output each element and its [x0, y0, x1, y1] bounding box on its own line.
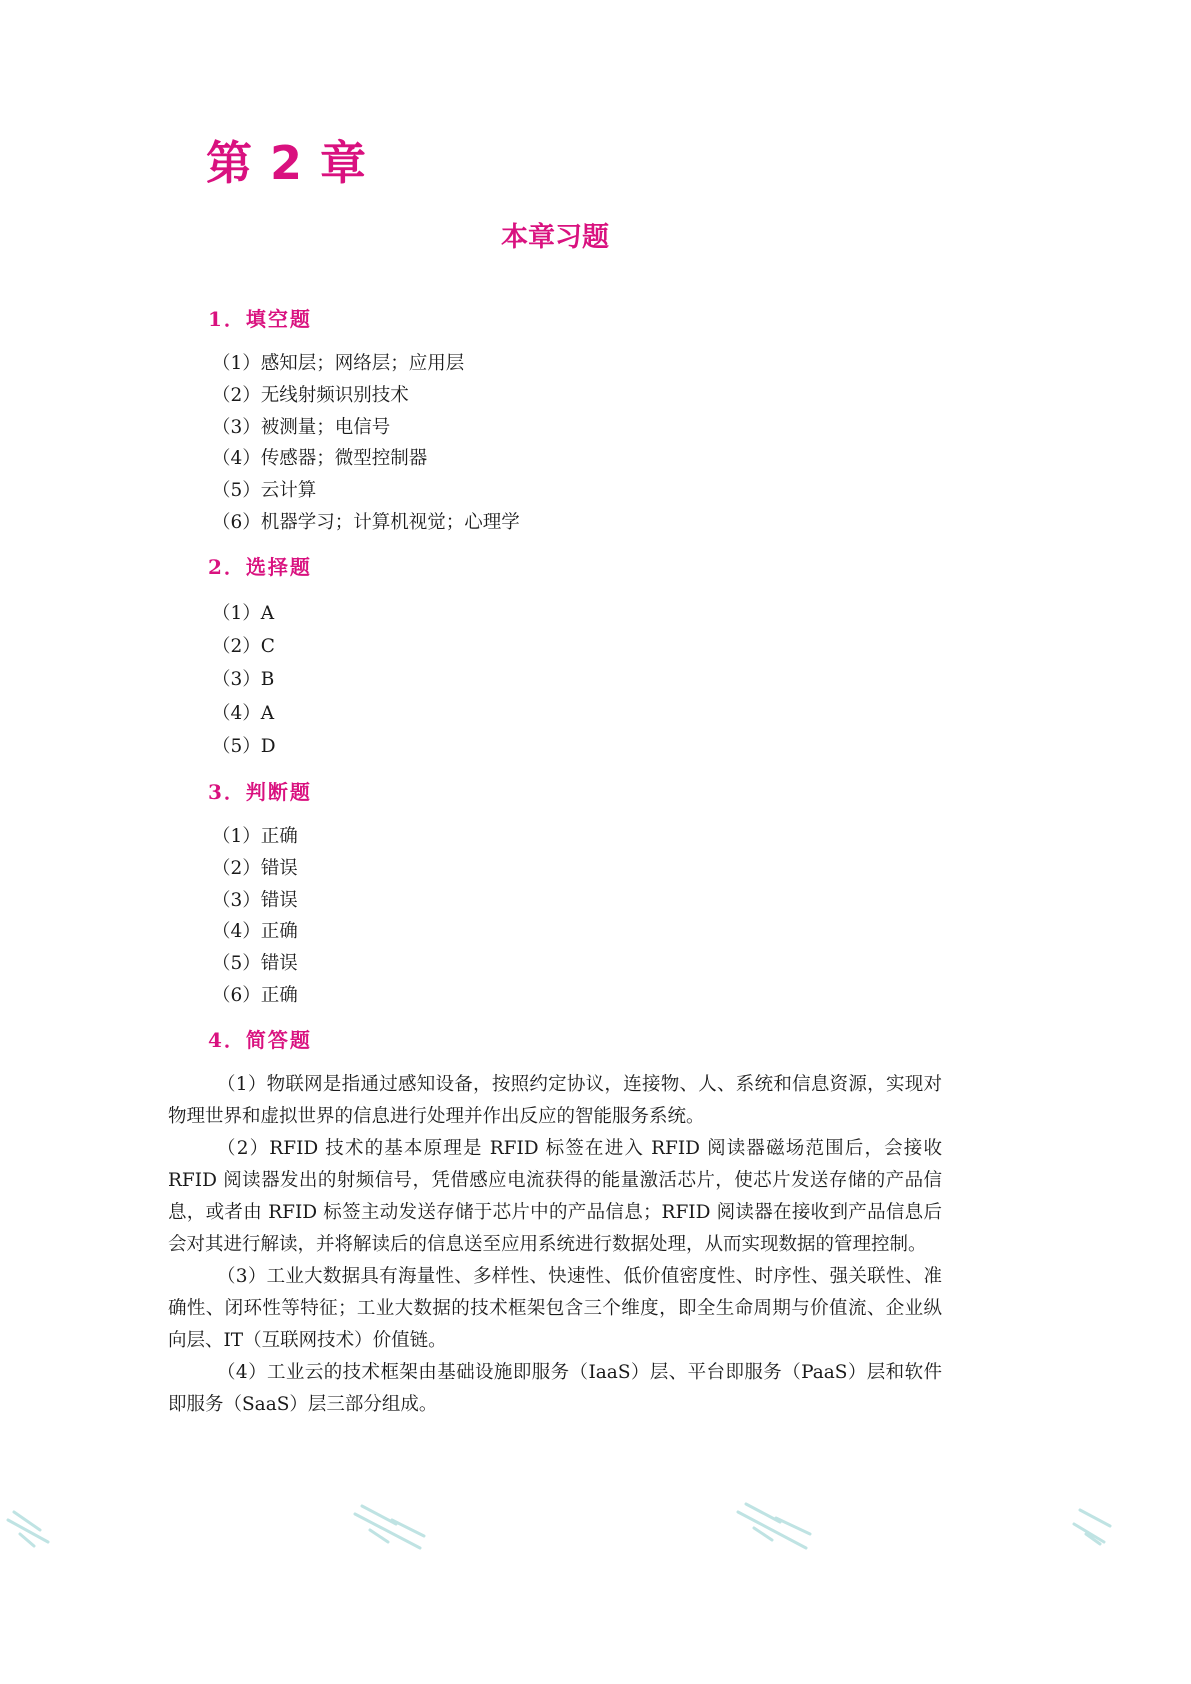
- multiple-choice-answer: （5）D: [212, 735, 276, 757]
- true-false-heading: 3．判断题: [208, 780, 312, 804]
- fill-blank-answer: （5）云计算: [212, 480, 317, 502]
- watermark-strip: [0, 1490, 1191, 1570]
- fill-blank-answer: （2）无线射频识别技术: [212, 384, 409, 406]
- fill-blank-answer: （4）传感器；微型控制器: [212, 448, 428, 470]
- multiple-choice-answer: （4）A: [212, 702, 275, 724]
- short-answer-paragraph: （2）RFID 技术的基本原理是 RFID 标签在进入 RFID 阅读器磁场范围后，会接收 RFID 阅读器发出的射频信号，凭借感应电流获得的能量激活芯片，使芯片发送存储的产品信息，或者由 RFID 标签主动发送存储于芯片中的产品信息；RFID 阅读器在接收到产品信息后会对其进行解读，并将解读后的信息送至应用系统进行数据处理，从而实现数据的管理控制。: [168, 1138, 942, 1255]
- chapter-title: 第 2 章: [206, 136, 368, 190]
- multiple-choice-answer-list: [212, 597, 276, 763]
- fill-blank-answer: （1）感知层；网络层；应用层: [212, 353, 465, 374]
- watermark-logo-icon: [8, 1504, 1110, 1548]
- short-answer-body: [168, 1069, 942, 1421]
- fill-blank-heading: 1．填空题: [208, 307, 312, 331]
- true-false-answer: （2）错误: [212, 857, 298, 879]
- true-false-answer: （1）正确: [212, 826, 298, 847]
- fill-blank-answer: （6）机器学习；计算机视觉；心理学: [212, 511, 520, 533]
- true-false-answer: （5）错误: [212, 953, 298, 975]
- multiple-choice-answer: （3）B: [212, 669, 275, 691]
- multiple-choice-heading: 2．选择题: [208, 555, 312, 579]
- fill-blank-answer-list: [212, 348, 520, 539]
- section-title: 本章习题: [501, 222, 609, 253]
- true-false-answer-list: [212, 821, 298, 1012]
- short-answer-paragraph: （1）物联网是指通过感知设备，按照约定协议，连接物、人、系统和信息资源，实现对物理世界和虚拟世界的信息进行处理并作出反应的智能服务系统。: [168, 1074, 942, 1127]
- fill-blank-answer: （3）被测量；电信号: [212, 416, 391, 438]
- true-false-answer: （3）错误: [212, 889, 298, 911]
- short-answer-heading: 4．简答题: [208, 1028, 312, 1052]
- multiple-choice-answer: （1）A: [212, 603, 275, 624]
- short-answer-paragraph: （3）工业大数据具有海量性、多样性、快速性、低价值密度性、时序性、强关联性、准确性、闭环性等特征；工业大数据的技术框架包含三个维度，即全生命周期与价值流、企业纵向层、IT（互联网技术）价值链。: [168, 1266, 942, 1351]
- true-false-answer: （6）正确: [212, 984, 298, 1006]
- multiple-choice-answer: （2）C: [212, 636, 275, 658]
- true-false-answer: （4）正确: [212, 921, 298, 943]
- short-answer-paragraph: （4）工业云的技术框架由基础设施即服务（IaaS）层、平台即服务（PaaS）层和软件即服务（SaaS）层三部分组成。: [168, 1362, 942, 1415]
